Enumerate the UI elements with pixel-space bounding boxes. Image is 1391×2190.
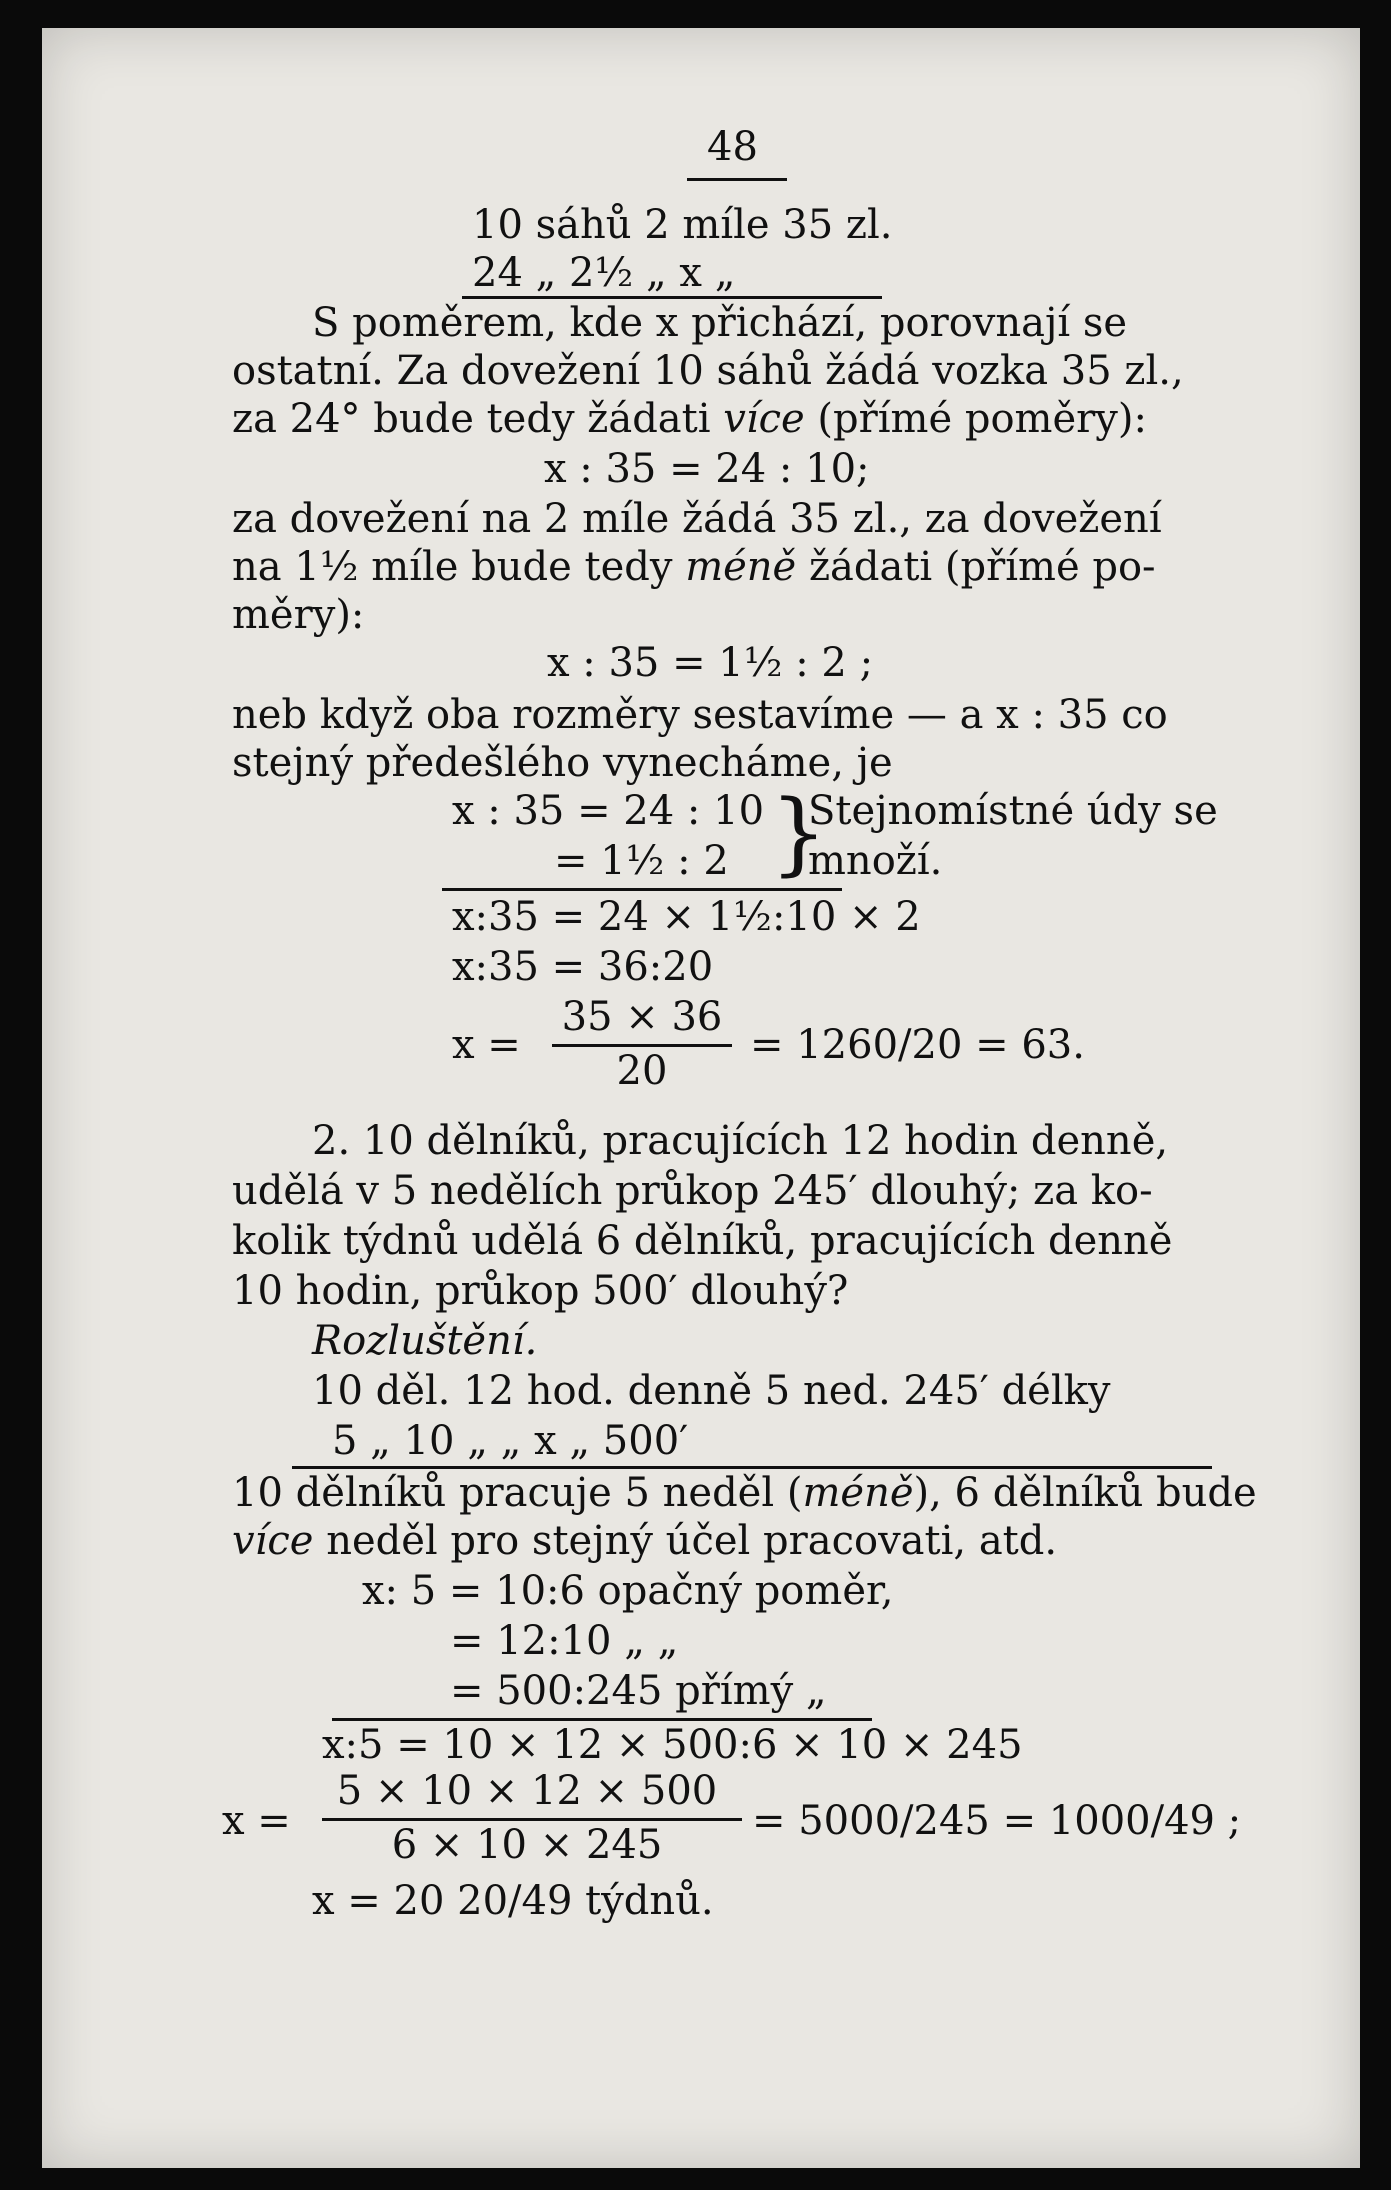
eqs-denominator: 6 × 10 × 245 xyxy=(391,1822,663,1868)
para3-line1: neb když oba rozměry sestavíme — a x : 35 co xyxy=(232,692,1168,738)
eq3-note2: množí. xyxy=(808,838,943,884)
para1-italic: více xyxy=(723,396,805,442)
para2-cont: žádati (přímé po- xyxy=(808,544,1156,590)
para1-end: (přímé poměry): xyxy=(817,396,1147,442)
eq2: x : 35 = 1½ : 2 ; xyxy=(547,640,874,686)
problem2-line2: udělá v 5 nedělích průkop 245′ dlouhý; za ko- xyxy=(232,1168,1153,1214)
eqs-lhs: x = xyxy=(222,1798,291,1844)
table2-row1: 10 děl. 12 hod. denně 5 ned. 245′ délky xyxy=(312,1368,1111,1414)
para4-text: 10 dělníků pracuje 5 neděl ( xyxy=(232,1470,803,1516)
para4-italic2: více xyxy=(232,1518,314,1564)
eq6-lhs: x = xyxy=(452,1022,521,1068)
table1-row2: 24 „ 2½ „ x „ xyxy=(472,250,736,296)
para2-text: na 1½ míle bude tedy xyxy=(232,544,673,590)
eq6-numerator: 35 × 36 xyxy=(561,994,723,1040)
para1-line3 xyxy=(232,396,1147,442)
para3-line2: stejný předešlého vynecháme, je xyxy=(232,740,893,786)
eqs-numerator: 5 × 10 × 12 × 500 xyxy=(336,1768,718,1814)
para4-italic1: méně xyxy=(802,1470,914,1516)
page-number-underline xyxy=(687,178,787,181)
eqs-e1: x: 5 = 10:6 opačný poměr, xyxy=(362,1568,894,1614)
eq1: x : 35 = 24 : 10; xyxy=(544,446,870,492)
eqs-final: x = 20 20/49 týdnů. xyxy=(312,1878,714,1924)
para2-line2 xyxy=(232,544,1156,590)
table1-rule xyxy=(462,296,882,299)
eqs-rule xyxy=(332,1718,872,1721)
eqs-e2: = 12:10 „ „ xyxy=(450,1618,679,1664)
eqs-rhs: = 5000/245 = 1000/49 ; xyxy=(752,1798,1242,1844)
page-number: 48 xyxy=(707,124,758,170)
para1-line1: S poměrem, kde x přichází, porovnají se xyxy=(312,300,1128,346)
eq3-note1: Stejnomístné údy se xyxy=(808,788,1218,834)
table2-row2: 5 „ 10 „ „ x „ 500′ xyxy=(332,1418,689,1464)
eqs-fraction-bar xyxy=(322,1818,742,1821)
para4-line2 xyxy=(232,1518,1057,1564)
para2-line3: měry): xyxy=(232,592,365,638)
para2-italic: méně xyxy=(685,544,797,590)
eqs-e3: = 500:245 přímý „ xyxy=(450,1668,827,1714)
eq3-a: x : 35 = 24 : 10 xyxy=(452,788,765,834)
eq5: x:35 = 36:20 xyxy=(452,944,714,990)
problem2-line1: 2. 10 dělníků, pracujících 12 hodin denně, xyxy=(312,1118,1169,1164)
eq3-rule xyxy=(442,888,842,891)
para1-text: za 24° bude tedy žádati xyxy=(232,396,711,442)
eq3-b: = 1½ : 2 xyxy=(554,838,729,884)
para4-text3: neděl pro stejný účel pracovati, atd. xyxy=(326,1518,1058,1564)
para4-line1 xyxy=(232,1470,1257,1516)
eq6-fraction-bar xyxy=(552,1044,732,1047)
eq6-denominator: 20 xyxy=(616,1048,668,1094)
eq4: x:35 = 24 × 1½:10 × 2 xyxy=(452,894,921,940)
eq6-rhs: = 1260/20 = 63. xyxy=(750,1022,1085,1068)
para4-text2: ), 6 dělníků bude xyxy=(913,1470,1257,1516)
para2-line1: za dovežení na 2 míle žádá 35 zl., za dovežení xyxy=(232,496,1162,542)
table1-row1: 10 sáhů 2 míle 35 zl. xyxy=(472,202,893,248)
book-page xyxy=(42,28,1360,2168)
table2-rule xyxy=(292,1466,1212,1469)
problem2-line4: 10 hodin, průkop 500′ dlouhý? xyxy=(232,1268,849,1314)
brace-icon: } xyxy=(770,781,828,886)
problem2-line3: kolik týdnů udělá 6 dělníků, pracujících denně xyxy=(232,1218,1173,1264)
solution-label: Rozluštění. xyxy=(312,1318,538,1364)
para1-line2: ostatní. Za dovežení 10 sáhů žádá vozka 35 zl., xyxy=(232,348,1184,394)
eqs-e4: x:5 = 10 × 12 × 500:6 × 10 × 245 xyxy=(322,1722,1023,1768)
